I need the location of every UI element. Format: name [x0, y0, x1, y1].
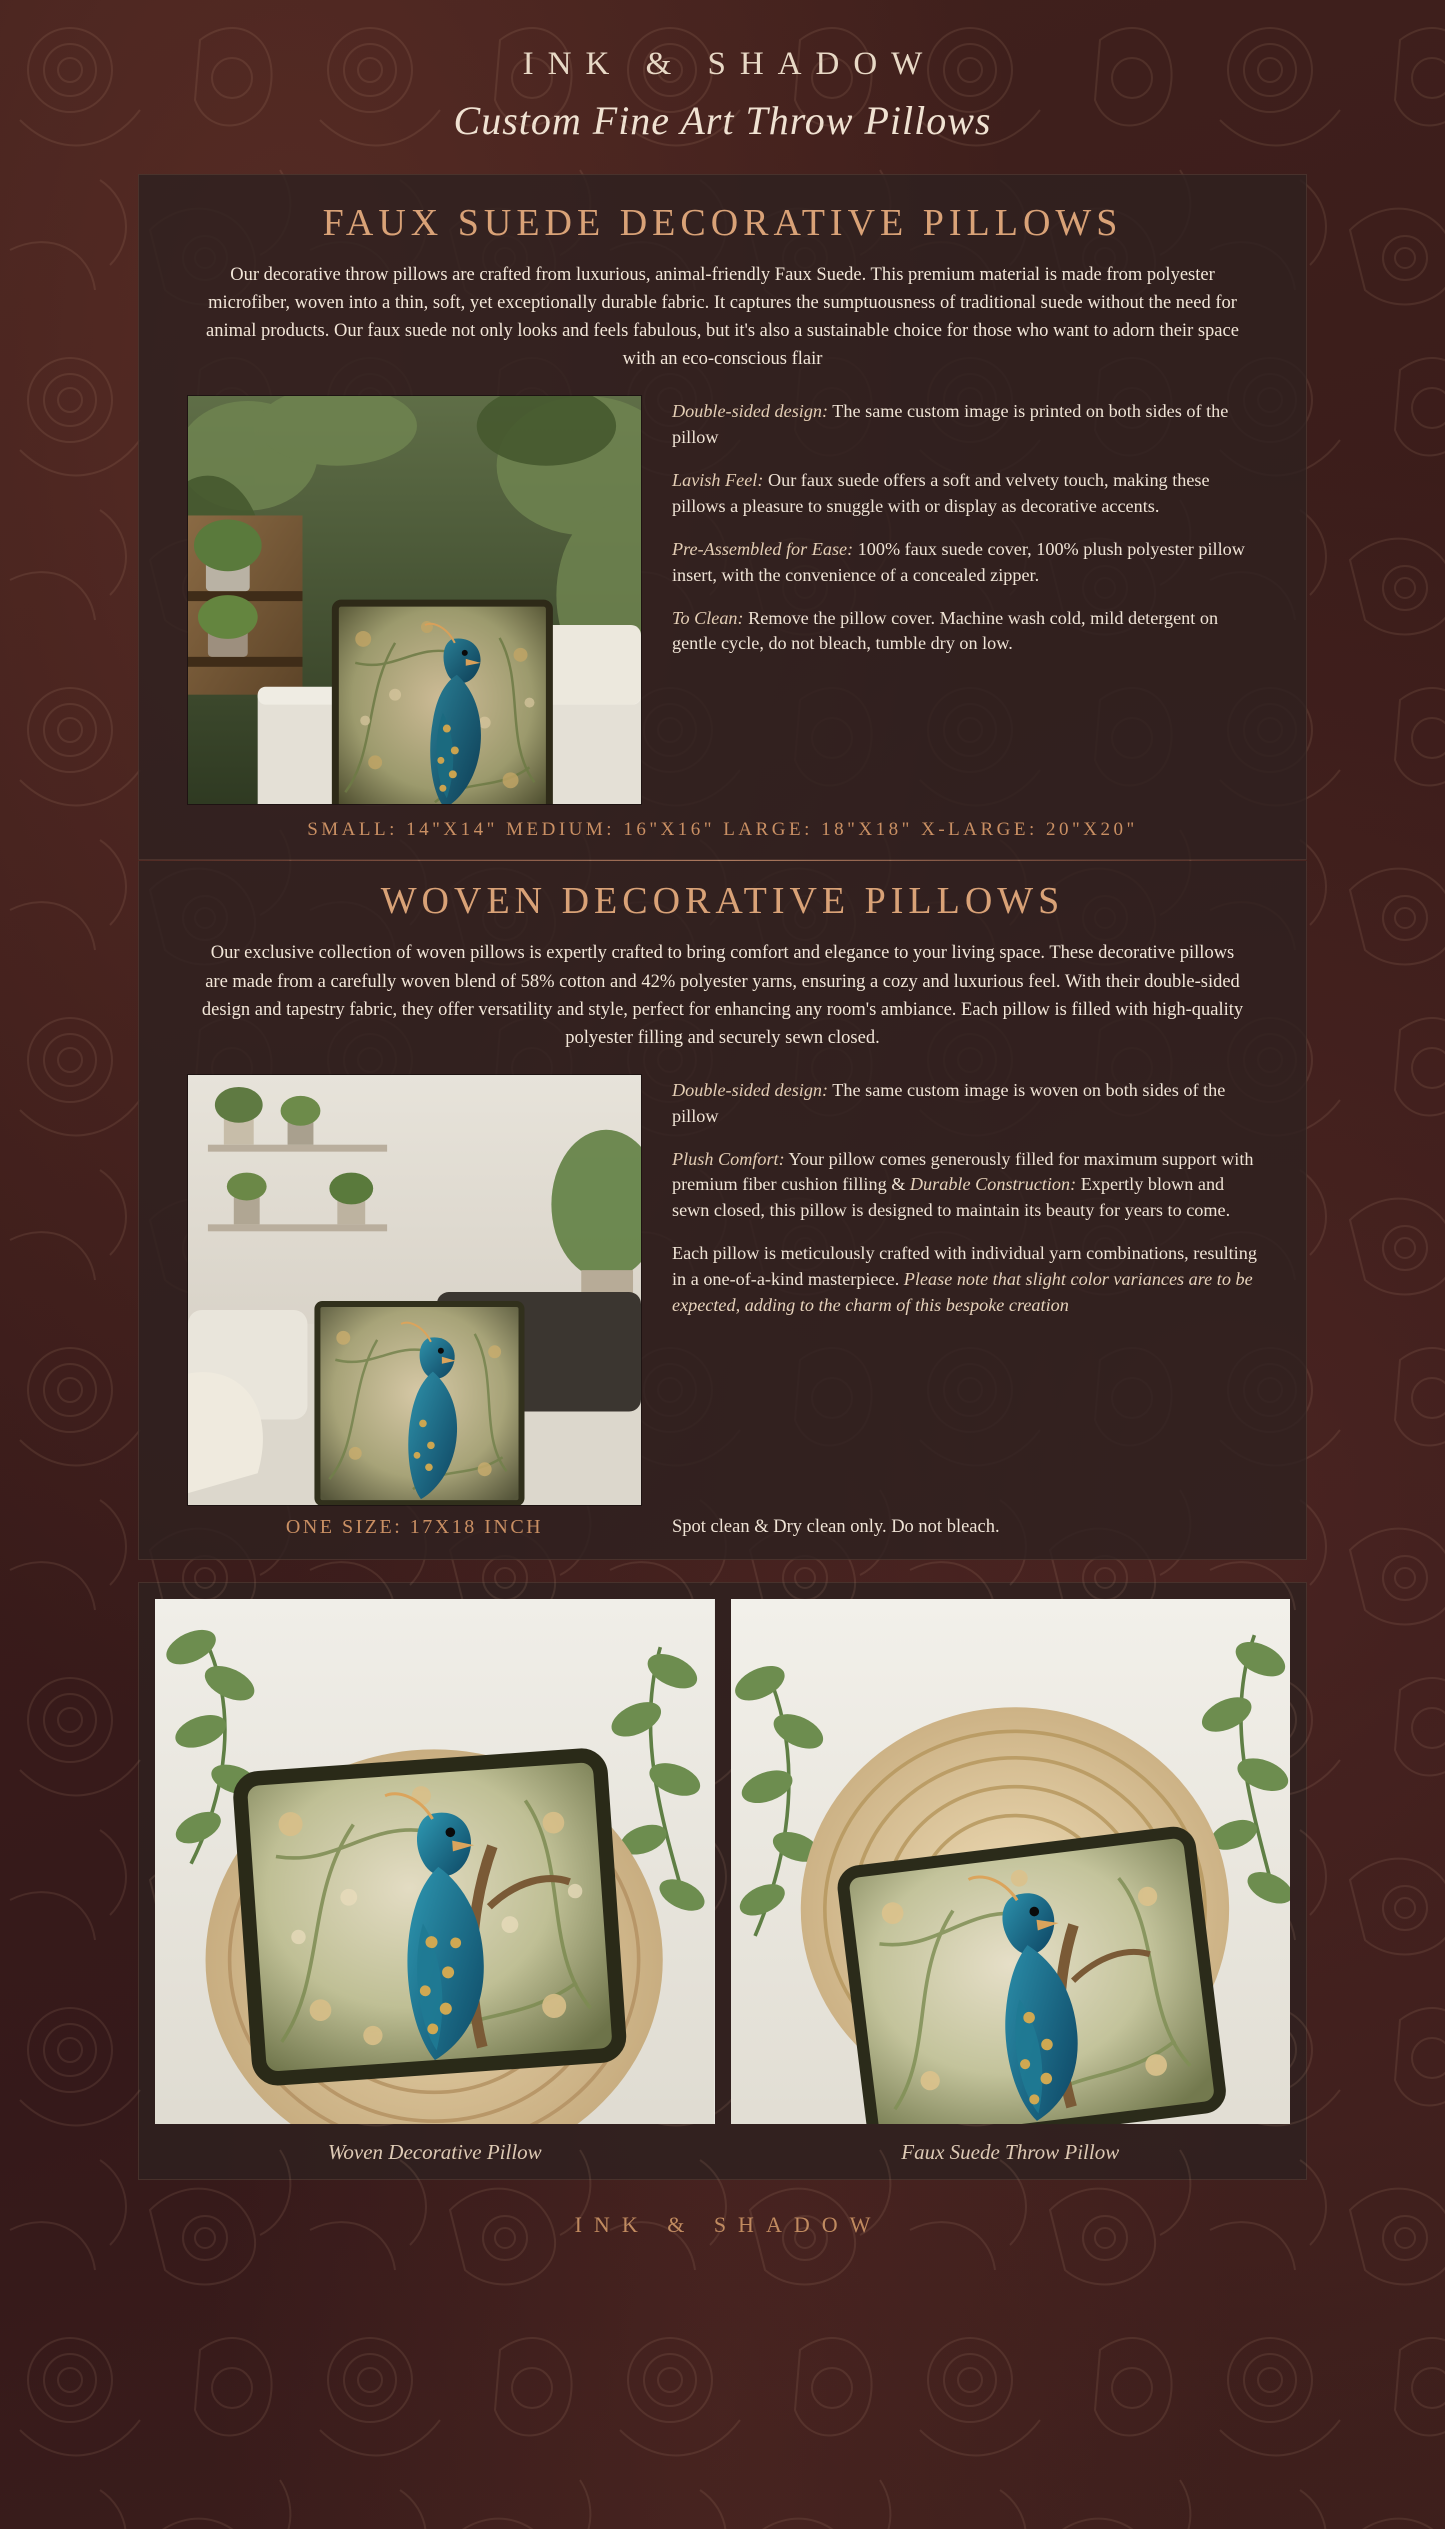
photo-faux-suede-pillow — [187, 395, 642, 805]
feature-lead: Double-sided design: — [672, 401, 829, 422]
photo-woven-pillow-basket — [155, 1599, 715, 2124]
care-instructions-woven: Spot clean & Dry clean only. Do not bleach. — [672, 1516, 1000, 1537]
gallery-item-faux-suede — [731, 1599, 1291, 2173]
feature-list-faux-suede — [672, 395, 1258, 674]
feature-list-woven — [672, 1074, 1258, 1336]
brand-title: INK & SHADOW — [522, 46, 937, 82]
feature-lead: Pre-Assembled for Ease: — [672, 538, 854, 559]
gallery-caption-woven: Woven Decorative Pillow — [327, 2139, 542, 2164]
feature-lead: Lavish Feel: — [672, 470, 764, 491]
brand-tagline: Custom Fine Art Throw Pillows — [453, 98, 992, 143]
feature-item — [672, 399, 1258, 451]
section-title-woven: WOVEN DECORATIVE PILLOWS — [380, 880, 1065, 923]
feature-item — [672, 1147, 1258, 1225]
feature-text-2: Expertly blown and sewn closed, this pillow is designed to maintain its beauty for years to come. — [672, 1174, 1231, 1221]
feature-text: 100% faux suede cover, 100% plush polyester pillow insert, with the convenience of a concealed zipper. — [672, 538, 1245, 585]
feature-text: Remove the pillow cover. Machine wash cold, mild detergent on gentle cycle, do not bleach, tumble dry on low. — [672, 607, 1219, 654]
feature-text: Our faux suede offers a soft and velvety touch, making these pillows a pleasure to snuggle with or display as decorative accents. — [672, 470, 1210, 516]
photo-woven-pillow — [187, 1074, 642, 1506]
size-options-faux-suede: SMALL: 14"X14" MEDIUM: 16"X16" LARGE: 18"X18" X-LARGE: 20"X20" — [307, 819, 1138, 841]
feature-item — [672, 606, 1258, 658]
section-intro-faux-suede: Our decorative throw pillows are crafted from luxurious, animal-friendly Faux Suede. This premium material is made from polyester microfiber, woven into a thin, soft, yet exceptionally durable fabric. It captures the sumptuousness of traditional suede without the need for animal products. Our faux suede not only looks and feels fabulous, but it's also a sustainable choice for those who want to adorn their space with an eco-conscious flair — [206, 265, 1239, 370]
photo-faux-suede-pillow-basket — [731, 1599, 1291, 2124]
gallery-item-woven — [155, 1599, 715, 2173]
feature-text: Each pillow is meticulously crafted with individual yarn combinations, resulting in a one-of-a-kind masterpiece. — [672, 1243, 1257, 1289]
feature-lead: Double-sided design: — [672, 1079, 829, 1100]
feature-subhead: Durable Construction: — [909, 1174, 1077, 1195]
feature-item — [672, 1078, 1258, 1130]
feature-item — [672, 1241, 1258, 1319]
feature-lead: Plush Comfort: — [672, 1148, 785, 1169]
footer-brand: INK & SHADOW — [574, 2211, 883, 2237]
feature-text: The same custom image is woven on both sides of the pillow — [672, 1079, 1226, 1126]
size-option-woven: ONE SIZE: 17X18 INCH — [285, 1515, 544, 1538]
feature-lead: To Clean: — [672, 607, 744, 628]
feature-text: Your pillow comes generously filled for maximum support with premium fiber cushion filling & — [672, 1148, 1254, 1195]
section-title-faux-suede: FAUX SUEDE DECORATIVE PILLOWS — [322, 202, 1123, 244]
section-faux-suede — [138, 174, 1307, 860]
feature-item — [672, 537, 1258, 589]
feature-text: The same custom image is printed on both sides of the pillow — [672, 401, 1229, 448]
section-intro-woven: Our exclusive collection of woven pillows is expertly crafted to bring comfort and elegance to your living space. These decorative pillows are made from a carefully woven blend of 58% cotton and 42% polyester yarns, ensuring a cozy and luxurious feel. With their double-sided design and tapestry fabric, they offer versatility and style, perfect for enhancing any room's ambiance. Each pillow is filled with high-quality polyester filling and securely sewn closed. — [201, 943, 1244, 1048]
feature-note: Please note that slight color variances are to be expected, adding to the charm of this bespoke creation — [672, 1268, 1253, 1315]
gallery — [138, 1582, 1307, 2180]
masthead — [0, 0, 1445, 144]
feature-item — [672, 468, 1258, 520]
section-woven — [138, 861, 1307, 1559]
gallery-caption-faux-suede: Faux Suede Throw Pillow — [901, 2139, 1120, 2164]
